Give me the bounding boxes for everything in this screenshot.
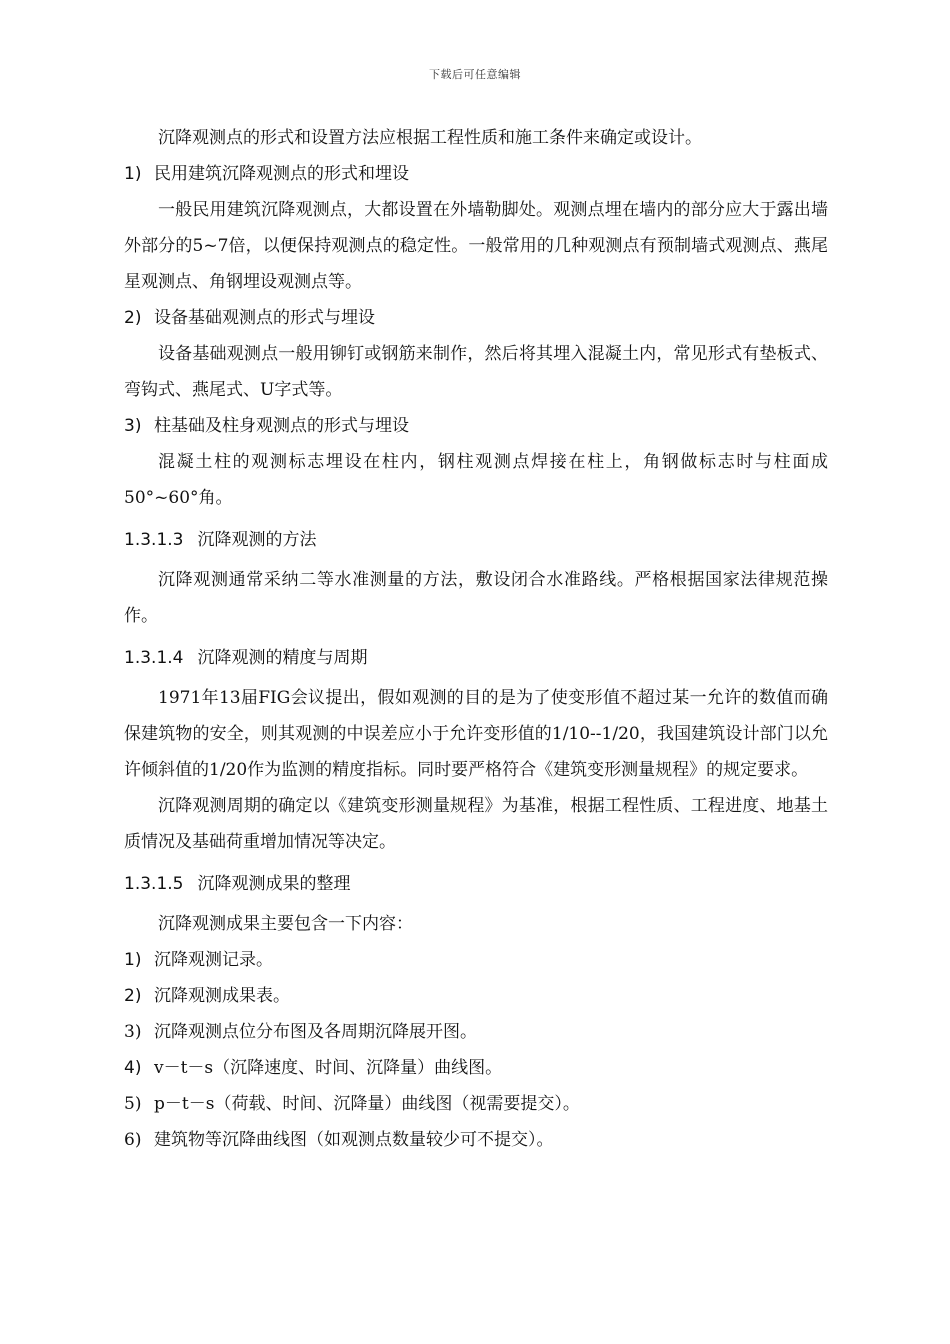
list-text: 设备基础观测点的形式与埋设	[154, 308, 375, 328]
list-number: 5)	[124, 1094, 142, 1114]
list-item-equipment-foundation	[124, 300, 828, 336]
section-heading-1315	[124, 866, 828, 902]
paragraph-column: 混凝土柱的观测标志埋设在柱内，钢柱观测点焊接在柱上，角钢做标志时与柱面成50°~60°角。	[124, 452, 828, 508]
section-heading-1313	[124, 522, 828, 558]
list-text: 沉降观测点位分布图及各周期沉降展开图。	[154, 1022, 477, 1042]
list-number: 2)	[124, 308, 142, 328]
list-number: 1)	[124, 164, 142, 184]
list-text: 建筑物等沉降曲线图（如观测点数量较少可不提交）。	[154, 1130, 554, 1150]
list-text: p－t－s（荷载、时间、沉降量）曲线图（视需要提交）。	[154, 1094, 580, 1114]
page-header: 下载后可任意编辑	[429, 68, 521, 81]
section-heading-1314	[124, 640, 828, 676]
results-item-2	[124, 978, 828, 1014]
list-text: 沉降观测记录。	[154, 950, 273, 970]
paragraph-equipment-foundation: 设备基础观测点一般用铆钉或钢筋来制作，然后将其埋入混凝土内，常见形式有垫板式、弯钩式、燕尾式、U字式等。	[124, 344, 828, 400]
intro-paragraph: 沉降观测点的形式和设置方法应根据工程性质和施工条件来确定或设计。	[158, 128, 702, 148]
section-number: 1.3.1.3	[124, 530, 184, 550]
list-text: v－t－s（沉降速度、时间、沉降量）曲线图。	[154, 1058, 503, 1078]
list-number: 3)	[124, 416, 142, 436]
paragraph-method: 沉降观测通常采纳二等水准测量的方法，敷设闭合水准路线。严格根据国家法律规范操作。	[124, 570, 828, 626]
list-number: 6)	[124, 1130, 142, 1150]
list-item-column	[124, 408, 828, 444]
section-number: 1.3.1.4	[124, 648, 184, 668]
document-body	[124, 120, 828, 1158]
list-text: 柱基础及柱身观测点的形式与埋设	[154, 416, 409, 436]
paragraph-period: 沉降观测周期的确定以《建筑变形测量规程》为基准，根据工程性质、工程进度、地基土质情况及基础荷重增加情况等决定。	[124, 796, 828, 852]
list-item-civil-building	[124, 156, 828, 192]
results-item-3	[124, 1014, 828, 1050]
list-text: 民用建筑沉降观测点的形式和埋设	[154, 164, 409, 184]
paragraph-civil-building: 一般民用建筑沉降观测点，大都设置在外墙勒脚处。观测点埋在墙内的部分应大于露出墙外部分的5~7倍，以便保持观测点的稳定性。一般常用的几种观测点有预制墙式观测点、燕尾星观测点、角钢埋设观测点等。	[124, 200, 828, 292]
paragraph-results-intro: 沉降观测成果主要包含一下内容：	[158, 914, 413, 934]
results-item-6	[124, 1122, 828, 1158]
section-number: 1.3.1.5	[124, 874, 184, 894]
results-item-4	[124, 1050, 828, 1086]
section-title: 沉降观测的精度与周期	[197, 648, 368, 668]
results-item-5	[124, 1086, 828, 1122]
section-title: 沉降观测成果的整理	[197, 874, 351, 894]
section-title: 沉降观测的方法	[197, 530, 317, 550]
results-item-1	[124, 942, 828, 978]
list-number: 3)	[124, 1022, 142, 1042]
list-text: 沉降观测成果表。	[154, 986, 290, 1006]
list-number: 1)	[124, 950, 142, 970]
list-number: 4)	[124, 1058, 142, 1078]
paragraph-precision: 1971年13届FIG会议提出，假如观测的目的是为了使变形值不超过某一允许的数值而确保建筑物的安全，则其观测的中误差应小于允许变形值的1/10--1/20，我国建筑设计部门以允许倾斜值的1/20作为监测的精度指标。同时要严格符合《建筑变形测量规程》的规定要求。	[124, 688, 828, 780]
list-number: 2)	[124, 986, 142, 1006]
